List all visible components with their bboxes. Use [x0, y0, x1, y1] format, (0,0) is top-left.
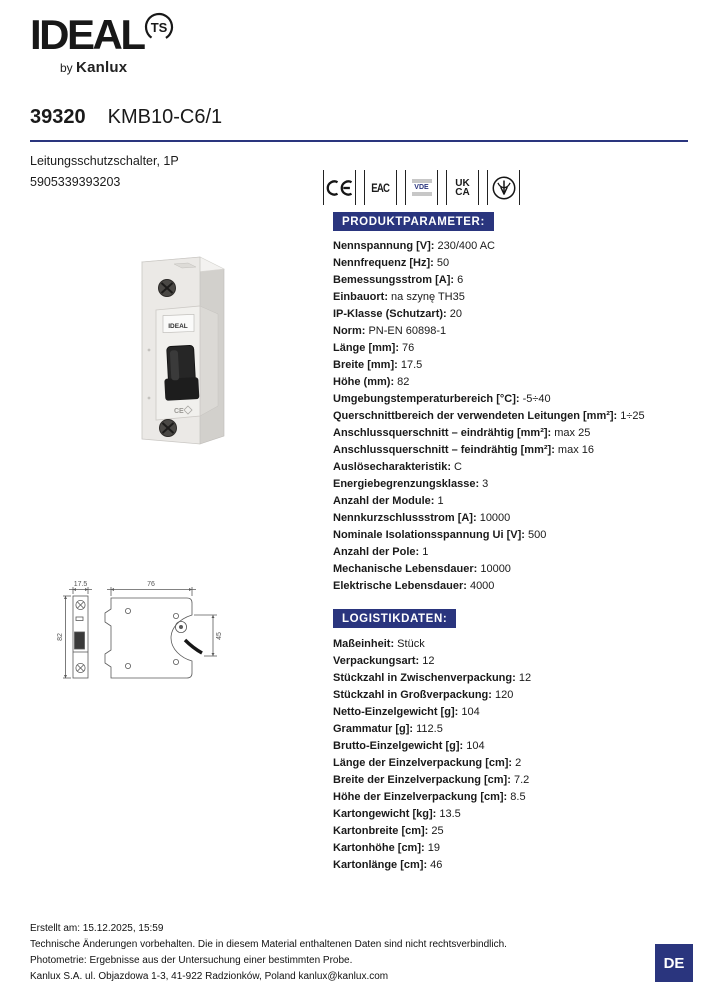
spec-value: 3 [479, 478, 489, 490]
spec-row [333, 704, 531, 721]
spec-value: 12 [419, 655, 435, 667]
spec-label: Grammatur [g]: [333, 723, 414, 735]
spec-label: Anschlussquerschnitt – eindrähtig [mm²]: [333, 427, 552, 439]
spec-value: 13.5 [436, 808, 461, 820]
spec-value: 6 [454, 274, 464, 286]
spec-value: 46 [427, 859, 443, 871]
spec-row [333, 806, 531, 823]
spec-row [333, 721, 531, 738]
spec-label: Einbauort: [333, 291, 388, 303]
spec-label: Nennkurzschlussstrom [A]: [333, 512, 477, 524]
spec-label: Höhe der Einzelverpackung [cm]: [333, 791, 508, 803]
spec-row [333, 425, 645, 442]
spec-row [333, 687, 531, 704]
spec-label: Kartongewicht [kg]: [333, 808, 437, 820]
product-ean: 5905339393203 [30, 175, 121, 189]
spec-label: Norm: [333, 325, 366, 337]
spec-label: Breite der Einzelverpackung [cm]: [333, 774, 511, 786]
spec-label: Kartonlänge [cm]: [333, 859, 428, 871]
footer-line: Photometrie: Ergebnisse aus der Untersuchung einer bestimmten Probe. [30, 955, 353, 966]
spec-value: 104 [458, 706, 480, 718]
logistics-data-list [333, 636, 531, 874]
svg-text:17.5: 17.5 [73, 581, 88, 588]
footer-notes [30, 921, 507, 985]
spec-value: max 16 [554, 444, 594, 456]
svg-text:82: 82 [57, 633, 64, 641]
brand-logo [30, 11, 178, 76]
spec-row [333, 578, 645, 595]
spec-value: 230/400 AC [434, 240, 495, 252]
spec-label: Länge der Einzelverpackung [cm]: [333, 757, 513, 769]
section-title-produktparameter: PRODUKTPARAMETER: [333, 212, 494, 231]
spec-label: Höhe (mm): [333, 376, 395, 388]
certification-marks [323, 170, 520, 205]
svg-text:IDEAL: IDEAL [168, 323, 188, 330]
spec-row [333, 840, 531, 857]
spec-label: Netto-Einzelgewicht [g]: [333, 706, 459, 718]
byline-brand: Kanlux [76, 59, 128, 76]
spec-value: max 25 [551, 427, 591, 439]
spec-row [333, 391, 645, 408]
spec-row [333, 653, 531, 670]
logo-wordmark: IDEAL [30, 11, 144, 58]
spec-value: 25 [428, 825, 444, 837]
spec-row [333, 510, 645, 527]
spec-row [333, 306, 645, 323]
spec-row [333, 323, 645, 340]
spec-value: 50 [433, 257, 450, 269]
spec-label: Querschnittbereich der verwendeten Leitungen [mm²]: [333, 410, 618, 422]
spec-row [333, 772, 531, 789]
spec-value: 500 [524, 529, 547, 541]
spec-label: Stückzahl in Großverpackung: [333, 689, 492, 701]
spec-label: Anzahl der Module: [333, 495, 435, 507]
spec-row [333, 561, 645, 578]
language-badge: DE [655, 944, 693, 982]
spec-row [333, 823, 531, 840]
spec-label: Nennspannung [V]: [333, 240, 435, 252]
svg-text:76: 76 [147, 581, 155, 588]
vde-mark-icon: VDE [405, 170, 438, 205]
spec-label: Maßeinheit: [333, 638, 395, 650]
spec-label: Nennfrequenz [Hz]: [333, 257, 434, 269]
byline-by: by [60, 61, 73, 75]
spec-value: 104 [463, 740, 485, 752]
product-title [30, 106, 222, 129]
spec-row [333, 476, 645, 493]
spec-row [333, 755, 531, 772]
dimension-drawing [55, 578, 245, 693]
spec-label: Auslösecharakteristik: [333, 461, 451, 473]
spec-row [333, 442, 645, 459]
spec-row [333, 857, 531, 874]
logo-ts-circle-icon [142, 11, 178, 47]
spec-label: Kartonhöhe [cm]: [333, 842, 425, 854]
spec-value: na szynę TH35 [388, 291, 465, 303]
logo-byline [60, 59, 178, 76]
screw-bottom [160, 420, 177, 437]
screw-top [159, 280, 176, 297]
product-code: 39320 [30, 106, 86, 128]
spec-label: IP-Klasse (Schutzart): [333, 308, 447, 320]
product-description-block [30, 151, 179, 193]
approval-mark-icon [487, 170, 520, 205]
spec-label: Nominale Isolationsspannung Ui [V]: [333, 529, 525, 541]
spec-row [333, 357, 645, 374]
spec-row [333, 408, 645, 425]
spec-row [333, 544, 645, 561]
spec-value: Stück [394, 638, 425, 650]
section-title-logistikdaten: LOGISTIKDATEN: [333, 609, 456, 628]
spec-value: 7.2 [510, 774, 530, 786]
spec-value: 1÷25 [617, 410, 645, 422]
spec-label: Mechanische Lebensdauer: [333, 563, 478, 575]
spec-row [333, 459, 645, 476]
spec-label: Elektrische Lebensdauer: [333, 580, 467, 592]
spec-label: Brutto-Einzelgewicht [g]: [333, 740, 464, 752]
spec-row [333, 789, 531, 806]
footer-line: Kanlux S.A. ul. Objazdowa 1-3, 41-922 Radzionków, Poland kanlux@kanlux.com [30, 971, 389, 982]
spec-label: Anschlussquerschnitt – feindrähtig [mm²]: [333, 444, 555, 456]
spec-value: 76 [399, 342, 415, 354]
spec-row [333, 255, 645, 272]
spec-row [333, 636, 531, 653]
product-model: KMB10-C6/1 [107, 106, 223, 128]
spec-value: 10000 [476, 512, 511, 524]
spec-label: Verpackungsart: [333, 655, 420, 667]
spec-label: Bemessungsstrom [A]: [333, 274, 455, 286]
spec-row [333, 493, 645, 510]
spec-row [333, 670, 531, 687]
spec-label: Anzahl der Pole: [333, 546, 420, 558]
svg-text:45: 45 [216, 632, 223, 640]
spec-value: -5÷40 [519, 393, 551, 405]
spec-label: Länge [mm]: [333, 342, 399, 354]
spec-row [333, 527, 645, 544]
spec-label: Umgebungstemperaturbereich [°C]: [333, 393, 520, 405]
spec-label: Energiebegrenzungsklasse: [333, 478, 480, 490]
spec-value: C [451, 461, 462, 473]
product-parameter-list [333, 238, 645, 595]
spec-row [333, 272, 645, 289]
spec-value: PN-EN 60898-1 [365, 325, 447, 337]
spec-value: 120 [491, 689, 514, 701]
footer-line: Technische Änderungen vorbehalten. Die in diesem Material enthaltenen Daten sind nicht rechtsverbindlich. [30, 939, 507, 950]
spec-row [333, 374, 645, 391]
spec-value: 8.5 [507, 791, 526, 803]
svg-text:TS: TS [150, 20, 167, 35]
spec-value: 17.5 [397, 359, 423, 371]
spec-row [333, 340, 645, 357]
spec-label: Stückzahl in Zwischenverpackung: [333, 672, 516, 684]
spec-value: 12 [515, 672, 532, 684]
svg-text:CE: CE [174, 408, 184, 415]
spec-value: 4000 [466, 580, 495, 592]
eac-mark-icon: EAC [364, 170, 397, 205]
spec-value: 1 [434, 495, 444, 507]
ce-mark-icon [323, 170, 356, 205]
spec-label: Breite [mm]: [333, 359, 398, 371]
spec-value: 1 [419, 546, 429, 558]
spec-value: 20 [446, 308, 462, 320]
spec-row [333, 738, 531, 755]
footer-line: Erstellt am: 15.12.2025, 15:59 [30, 923, 164, 934]
spec-value: 112.5 [413, 723, 443, 735]
header-divider [30, 140, 688, 142]
product-photo [122, 248, 292, 453]
spec-row [333, 289, 645, 306]
spec-value: 82 [394, 376, 410, 388]
spec-value: 10000 [477, 563, 511, 575]
product-description: Leitungsschutzschalter, 1P [30, 154, 179, 168]
spec-value: 19 [424, 842, 440, 854]
spec-label: Kartonbreite [cm]: [333, 825, 429, 837]
spec-row [333, 238, 645, 255]
spec-value: 2 [512, 757, 522, 769]
ukca-mark-icon: UK CA [446, 170, 479, 205]
